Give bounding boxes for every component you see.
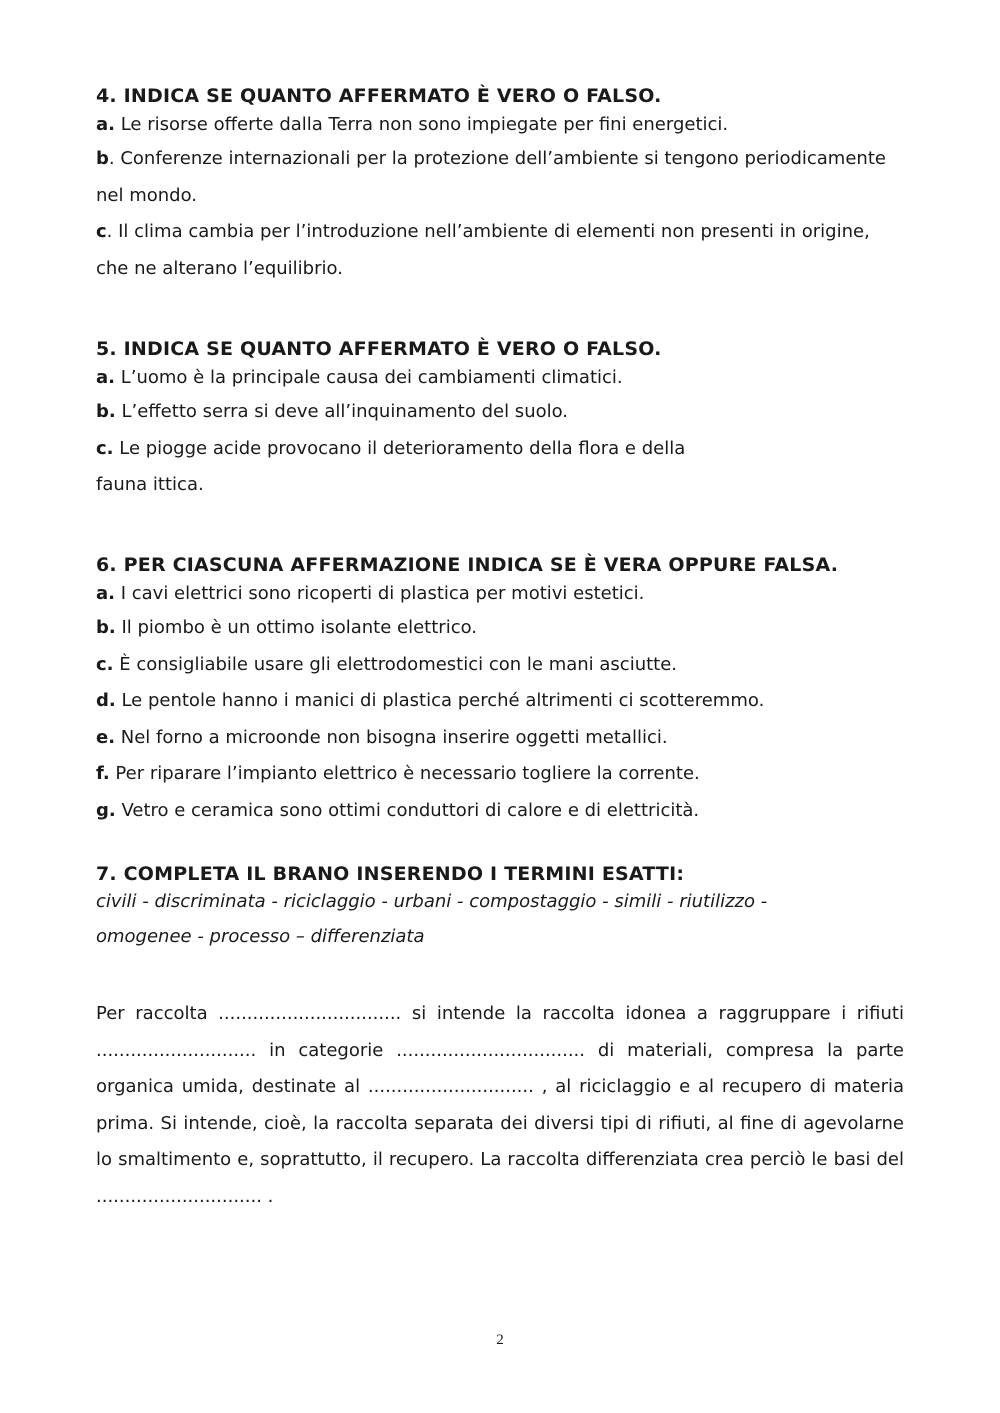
exercise-4-heading: 4. INDICA SE QUANTO AFFERMATO È VERO O FALSO. (96, 85, 662, 107)
exercise-6-item-b: b. Il piombo è un ottimo isolante elettrico. (96, 617, 478, 638)
exercise-5-heading: 5. INDICA SE QUANTO AFFERMATO È VERO O FALSO. (96, 338, 662, 360)
word-bank-line-1: civili - discriminata - riciclaggio - urbani - compostaggio - simili - riutilizzo - (96, 891, 768, 912)
exercise-5 (96, 337, 904, 504)
exercise-5-item-a: a. L’uomo è la principale causa dei cambiamenti climatici. (96, 367, 623, 388)
exercise-4-item-a: a. Le risorse offerte dalla Terra non sono impiegate per fini energetici. (96, 114, 729, 135)
exercise-4-item-b: b. Conferenze internazionali per la protezione dell’ambiente si tengono periodicamente nel mondo. (96, 148, 886, 206)
exercise-6-item-g: g. Vetro e ceramica sono ottimi conduttori di calore e di elettricità. (96, 799, 700, 821)
exercise-5-item-c: c. Le piogge acide provocano il deterioramento della flora e della fauna ittica. (96, 437, 686, 495)
cloze-passage (96, 996, 904, 1215)
exercise-6-item-f: f. Per riparare l’impianto elettrico è necessario togliere la corrente. (96, 763, 700, 784)
exercise-6-item-a: a. I cavi elettrici sono ricoperti di plastica per motivi estetici. (96, 583, 645, 604)
page-number: 2 (496, 1332, 504, 1348)
word-bank-line-2: omogenee - processo – differenziata (96, 926, 425, 947)
exercise-6-item-e: e. Nel forno a microonde non bisogna inserire oggetti metallici. (96, 726, 668, 748)
exercise-6 (96, 553, 904, 829)
exercise-5-item-b: b. L’effetto serra si deve all’inquinamento del suolo. (96, 401, 569, 422)
exercise-7 (96, 862, 904, 955)
exercise-6-item-c: c. È consigliabile usare gli elettrodomestici con le mani asciutte. (96, 653, 678, 675)
exercise-7-heading: 7. COMPLETA IL BRANO INSERENDO I TERMINI ESATTI: (96, 863, 685, 885)
exercise-6-heading: 6. PER CIASCUNA AFFERMAZIONE INDICA SE È VERA OPPURE FALSA. (96, 554, 839, 576)
cloze-paragraph: Per raccolta ................................ si intende la raccolta idonea a raggruppare i rifiuti ............................ in categorie ................................. di materiali, compresa la parte organica umida, destinate al ............................. , al riciclaggio e al recupero di materia prima. Si intende, cioè, la raccolta separata dei diversi tipi di rifiuti, al fine di agevolarne lo smaltimento e, soprattutto, il recupero. La raccolta differenziata crea perciò le basi del ............................. . (96, 1003, 904, 1207)
exercise-4-item-c: c. Il clima cambia per l’introduzione nell’ambiente di elementi non presenti in origine, che ne alterano l’equilibrio. (96, 221, 870, 279)
exercise-6-item-d: d. Le pentole hanno i manici di plastica perché altrimenti ci scotteremmo. (96, 690, 765, 711)
exercise-4 (96, 84, 904, 287)
